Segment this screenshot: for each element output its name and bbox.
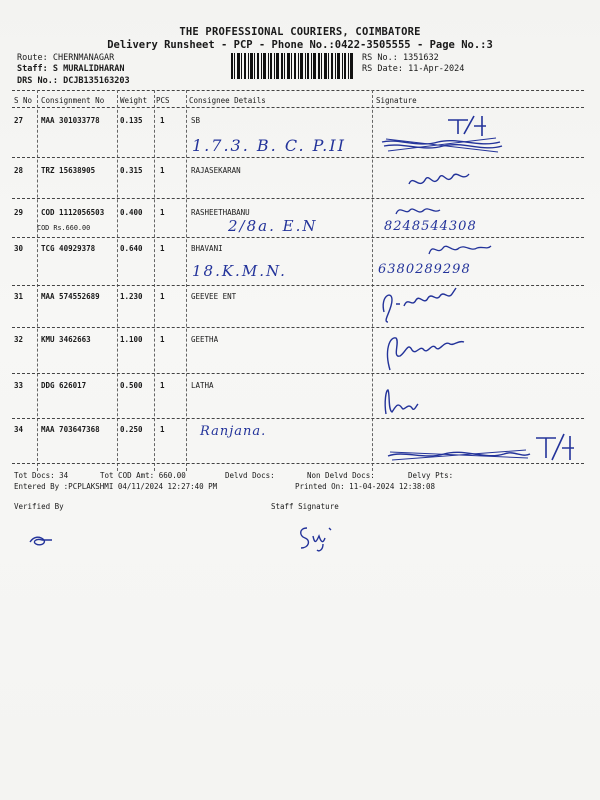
row-separator [12, 463, 584, 464]
row-weight: 0.250 [120, 425, 143, 434]
row-consignee: RAJASEKARAN [191, 166, 241, 175]
verifier-signature-mark [28, 534, 54, 548]
rs-date-value: 11-Apr-2024 [408, 64, 465, 74]
col-divider [154, 90, 155, 471]
row-sno: 28 [14, 166, 24, 175]
row-pcs: 1 [160, 244, 165, 253]
delivery-points: Delvy Pts: [408, 471, 454, 480]
handwritten-phone: 6380289298 [378, 262, 471, 277]
row-sno: 31 [14, 292, 24, 301]
row-consignee: LATHA [191, 381, 214, 390]
rs-date-line [362, 64, 464, 74]
drs-value: DCJB135163203 [63, 76, 130, 86]
total-cod-amount: Tot COD Amt: 660.00 [100, 471, 186, 480]
row-consignment: MAA 574552689 [41, 292, 100, 301]
row-consignment: DDG 626017 [41, 381, 87, 390]
route-line [17, 53, 114, 63]
handwritten-address: 2/8a. E.N [228, 217, 318, 235]
row-consignee: GEEVEE ENT [191, 292, 237, 301]
col-sno: S No [14, 96, 33, 105]
handwritten-address: 1.7.3. B. C. P.II [192, 136, 346, 155]
rs-no-line [362, 53, 439, 63]
signature-mark [384, 428, 580, 468]
row-consignee: BHAVANI [191, 244, 223, 253]
row-separator [12, 373, 584, 374]
col-divider [186, 90, 187, 471]
handwritten-phone: 8248544308 [384, 219, 477, 234]
handwritten-name: Ranjana. [200, 424, 267, 439]
staff-label: Staff: [17, 64, 48, 74]
col-pcs: PCS [156, 96, 170, 105]
verified-by-label: Verified By [14, 502, 64, 511]
route-label: Route: [17, 53, 48, 63]
row-weight: 1.230 [120, 292, 143, 301]
col-weight: Weight [120, 96, 148, 105]
total-docs: Tot Docs: 34 [14, 471, 69, 480]
runsheet-title: Delivery Runsheet - PCP - Phone No.:0422-3505555 - Page No.:3 [107, 39, 493, 51]
signature-mark [392, 202, 452, 220]
row-pcs: 1 [160, 116, 165, 125]
row-pcs: 1 [160, 292, 165, 301]
row-consignment: TCG 40929378 [41, 244, 96, 253]
rs-date-label: RS Date: [362, 64, 403, 74]
row-pcs: 1 [160, 208, 165, 217]
row-sno: 33 [14, 381, 24, 390]
row-weight: 0.315 [120, 166, 143, 175]
drs-line [17, 76, 130, 86]
staff-line [17, 64, 125, 74]
row-sno: 27 [14, 116, 24, 125]
col-consignment: Consignment No [41, 96, 105, 105]
row-separator [12, 418, 584, 419]
entered-by: Entered By :PCPLAKSHMI 04/11/2024 12:27:40 PM [14, 482, 218, 491]
row-pcs: 1 [160, 166, 165, 175]
row-sno: 29 [14, 208, 24, 217]
drs-label: DRS No.: [17, 76, 58, 86]
row-consignee: SB [191, 116, 201, 125]
row-weight: 0.135 [120, 116, 143, 125]
row-sno: 32 [14, 335, 24, 344]
company-title: THE PROFESSIONAL COURIERS, COIMBATORE [179, 26, 421, 38]
row-pcs: 1 [160, 335, 165, 344]
rs-no-value: 1351632 [402, 53, 439, 63]
row-consignment: COD 1112056503 [41, 208, 105, 217]
handwritten-address: 18.K.M.N. [192, 262, 287, 280]
col-divider [372, 90, 373, 471]
row-consignment: MAA 301033778 [41, 116, 100, 125]
row-consignee: RASHEETHABANU [191, 208, 250, 217]
col-consignee: Consignee Details [189, 96, 266, 105]
route-value: CHERNMANAGAR [52, 53, 115, 63]
cod-amount: COD Rs.660.00 [37, 224, 91, 232]
row-weight: 0.500 [120, 381, 143, 390]
delivered-docs: Delvd Docs: [225, 471, 275, 480]
table-top-rule [12, 90, 584, 91]
row-separator [12, 237, 584, 238]
row-separator [12, 157, 584, 158]
row-separator [12, 285, 584, 286]
signature-mark [380, 330, 470, 376]
row-consignment: TRZ 15638905 [41, 166, 96, 175]
row-pcs: 1 [160, 425, 165, 434]
staff-signature-label: Staff Signature [271, 502, 339, 511]
signature-mark [378, 282, 468, 326]
signature-mark [378, 112, 508, 160]
rs-no-label: RS No.: [362, 53, 398, 63]
staff-value: S MURALIDHARAN [52, 64, 125, 74]
row-weight: 1.100 [120, 335, 143, 344]
printed-on: Printed On: 11-04-2024 12:38:08 [295, 482, 435, 491]
signature-mark [405, 160, 475, 194]
col-signature: Signature [376, 96, 417, 105]
row-consignment: KMU 3462663 [41, 335, 91, 344]
row-weight: 0.640 [120, 244, 143, 253]
row-sno: 30 [14, 244, 24, 253]
non-delivered-docs: Non Delvd Docs: [307, 471, 375, 480]
row-pcs: 1 [160, 381, 165, 390]
row-sno: 34 [14, 425, 24, 434]
row-consignment: MAA 703647368 [41, 425, 100, 434]
row-weight: 0.400 [120, 208, 143, 217]
row-consignee: GEETHA [191, 335, 219, 344]
row-separator [12, 198, 584, 199]
col-divider [37, 90, 38, 471]
header-bottom-rule [12, 107, 584, 108]
row-separator [12, 327, 584, 328]
staff-signature-mark [295, 522, 335, 554]
barcode-image [231, 53, 353, 79]
signature-mark [380, 386, 420, 418]
col-divider [117, 90, 118, 471]
signature-mark [425, 238, 495, 260]
